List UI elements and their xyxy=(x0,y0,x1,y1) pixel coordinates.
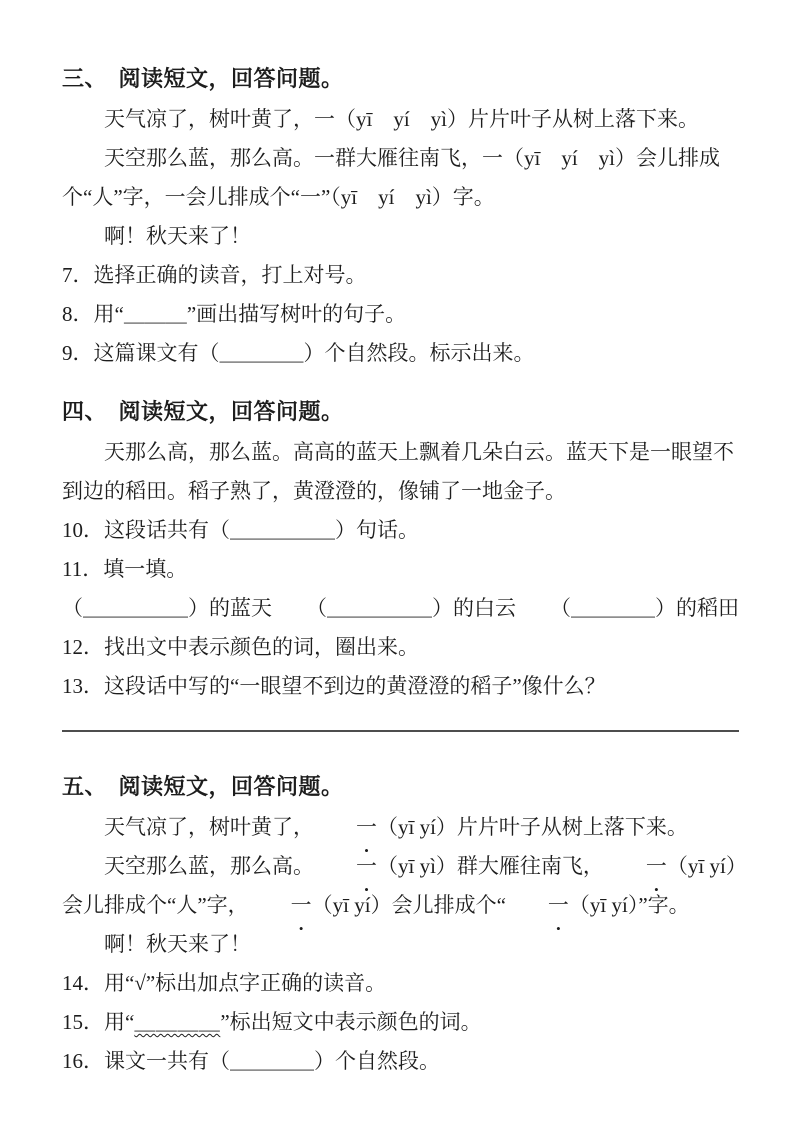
question-11: 11．填一填。 xyxy=(62,557,188,581)
question-7: 7．选择正确的读音，打上对号。 xyxy=(62,263,367,287)
fill-blank-rice-field: （＿＿＿＿）的稻田 xyxy=(550,596,739,620)
section-3-heading: 三、 阅读短文，回答问题。 xyxy=(62,66,344,91)
question-10: 10．这段话共有（＿＿＿＿＿）句话。 xyxy=(62,518,419,542)
section-3-passage-paragraph-2: 天空那么蓝，那么高。一群大雁往南飞，一（yī yí yì）会儿排成个“人”字，一会儿排成个“一”（yī yí yì）字。 xyxy=(62,146,721,209)
question-12: 12．找出文中表示颜色的词，圈出来。 xyxy=(62,635,419,659)
fill-in-blanks-row xyxy=(62,589,739,628)
section-4-heading: 四、 阅读短文，回答问题。 xyxy=(62,399,344,424)
section-4-passage-paragraph-1: 天那么高，那么蓝。高高的蓝天上飘着几朵白云。蓝天下是一眼望不到边的稻田。稻子熟了，黄澄澄的，像铺了一地金子。 xyxy=(62,440,734,503)
section-3-reading xyxy=(62,62,739,373)
question-13: 13．这段话中写的“一眼望不到边的黄澄澄的稻子”像什么？ xyxy=(62,674,606,698)
section-5-passage-paragraph-2: 天空那么蓝，那么高。 一（yī yì）群大雁往南飞， 一（yī yí）会儿排成个“人”字， 一（yī yí）会儿排成个“ 一（yī yí）”字。 xyxy=(62,854,737,917)
question-14: 14．用“√”标出加点字正确的读音。 xyxy=(62,971,387,995)
answer-line xyxy=(62,730,739,732)
section-3-passage-paragraph-3: 啊！秋天来了！ xyxy=(104,224,251,248)
fill-blank-white-clouds: （＿＿＿＿＿）的白云 xyxy=(306,596,516,620)
section-5-passage-paragraph-3: 啊！秋天来了！ xyxy=(104,932,251,956)
fill-blank-blue-sky: （＿＿＿＿＿）的蓝天 xyxy=(62,596,272,620)
section-5-heading: 五、 阅读短文，回答问题。 xyxy=(62,774,344,799)
section-3-passage-paragraph-1: 天气凉了，树叶黄了，一（yī yí yì）片片叶子从树上落下来。 xyxy=(104,107,700,131)
question-9: 9．这篇课文有（＿＿＿＿）个自然段。标示出来。 xyxy=(62,341,535,365)
section-5-reading xyxy=(62,770,739,1081)
question-8: 8．用“＿＿＿”画出描写树叶的句子。 xyxy=(62,302,407,326)
section-5-passage-paragraph-1: 天气凉了，树叶黄了， 一（yī yí）片片叶子从树上落下来。 xyxy=(104,815,688,839)
question-16: 16．课文一共有（＿＿＿＿）个自然段。 xyxy=(62,1049,440,1073)
question-15: 15．用“＿＿＿＿”标出短文中表示颜色的词。 xyxy=(62,1010,482,1034)
section-4-reading xyxy=(62,395,739,732)
